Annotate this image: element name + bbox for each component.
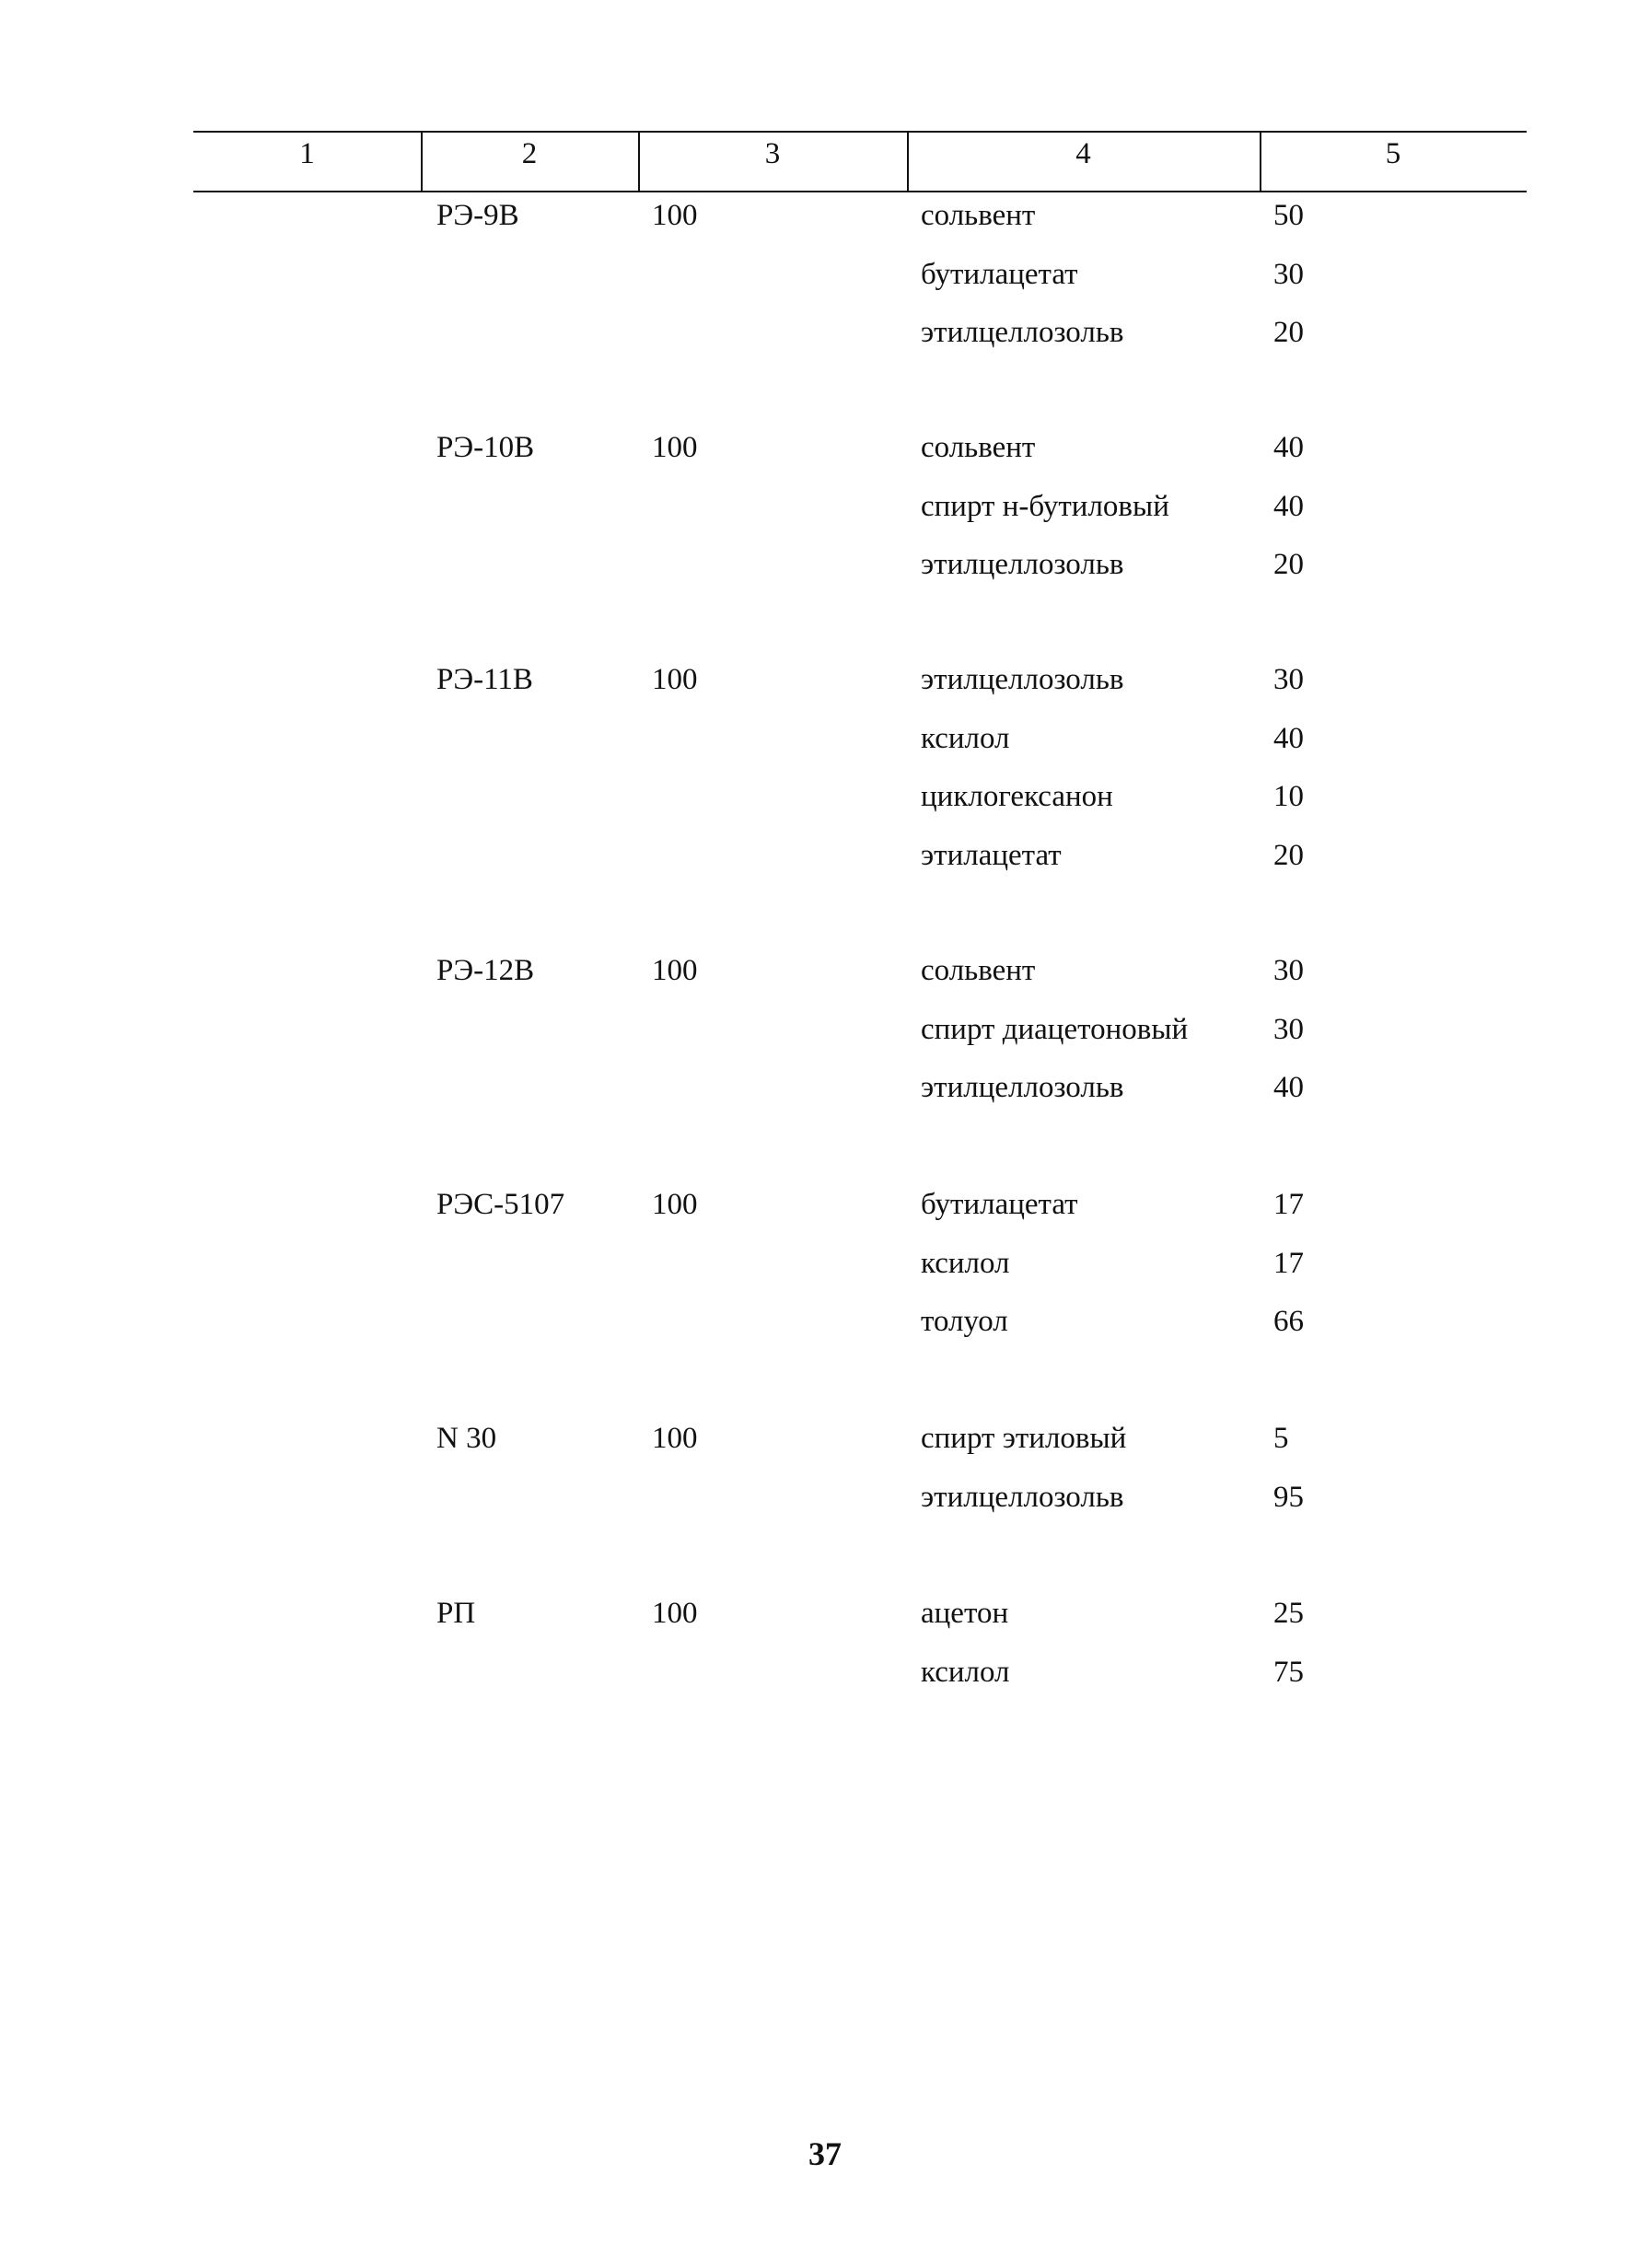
- component-name: сольвент: [921, 199, 1036, 232]
- component-share: 66: [1273, 1305, 1304, 1338]
- header-bottom-rule: [193, 191, 1527, 192]
- component-share: 5: [1273, 1422, 1289, 1455]
- component-name: толуол: [921, 1305, 1008, 1338]
- component-share: 75: [1273, 1656, 1304, 1689]
- component-share: 30: [1273, 663, 1304, 696]
- component-name: этилцеллозольв: [921, 663, 1124, 696]
- component-share: 30: [1273, 1013, 1304, 1046]
- component-share: 20: [1273, 548, 1304, 581]
- component-name: ксилол: [921, 722, 1010, 755]
- component-share: 20: [1273, 839, 1304, 872]
- component-name: этилцеллозольв: [921, 1481, 1124, 1514]
- component-share: 30: [1273, 954, 1304, 987]
- total-value: 100: [652, 954, 698, 987]
- component-share: 25: [1273, 1597, 1304, 1630]
- component-share: 20: [1273, 316, 1304, 349]
- column-header-3: 3: [764, 137, 781, 170]
- component-share: 40: [1273, 722, 1304, 755]
- component-share: 30: [1273, 258, 1304, 291]
- component-name: этилцеллозольв: [921, 1071, 1124, 1104]
- material-code: N 30: [436, 1422, 497, 1455]
- column-header-5: 5: [1385, 137, 1401, 170]
- material-code: РЭ-12В: [436, 954, 535, 987]
- material-code: РЭ-9В: [436, 199, 519, 232]
- component-name: этилцеллозольв: [921, 316, 1124, 349]
- total-value: 100: [652, 1422, 698, 1455]
- total-value: 100: [652, 1188, 698, 1221]
- component-name: спирт этиловый: [921, 1422, 1127, 1455]
- material-code: РЭ-10В: [436, 431, 535, 464]
- component-share: 40: [1273, 1071, 1304, 1104]
- column-header-1: 1: [299, 137, 315, 170]
- column-header-4: 4: [1075, 137, 1091, 170]
- total-value: 100: [652, 663, 698, 696]
- component-share: 95: [1273, 1481, 1304, 1514]
- component-name: ксилол: [921, 1656, 1010, 1689]
- header-top-rule: [193, 131, 1527, 133]
- material-code: РЭ-11В: [436, 663, 533, 696]
- total-value: 100: [652, 431, 698, 464]
- material-code: РП: [436, 1597, 476, 1630]
- component-name: сольвент: [921, 954, 1036, 987]
- component-share: 50: [1273, 199, 1304, 232]
- component-share: 40: [1273, 490, 1304, 523]
- component-name: сольвент: [921, 431, 1036, 464]
- column-header-2: 2: [521, 137, 538, 170]
- component-name: ксилол: [921, 1247, 1010, 1280]
- component-name: спирт диацетоновый: [921, 1013, 1189, 1046]
- component-name: бутилацетат: [921, 1188, 1078, 1221]
- total-value: 100: [652, 199, 698, 232]
- component-name: бутилацетат: [921, 258, 1078, 291]
- component-name: этилацетат: [921, 839, 1062, 872]
- page-number: 37: [808, 2135, 842, 2172]
- component-share: 10: [1273, 780, 1304, 813]
- material-code: РЭС-5107: [436, 1188, 565, 1221]
- component-name: циклогексанон: [921, 780, 1113, 813]
- component-share: 17: [1273, 1247, 1304, 1280]
- component-name: этилцеллозольв: [921, 548, 1124, 581]
- total-value: 100: [652, 1597, 698, 1630]
- component-name: ацетон: [921, 1597, 1009, 1630]
- component-share: 40: [1273, 431, 1304, 464]
- component-share: 17: [1273, 1188, 1304, 1221]
- component-name: спирт н-бутиловый: [921, 490, 1169, 523]
